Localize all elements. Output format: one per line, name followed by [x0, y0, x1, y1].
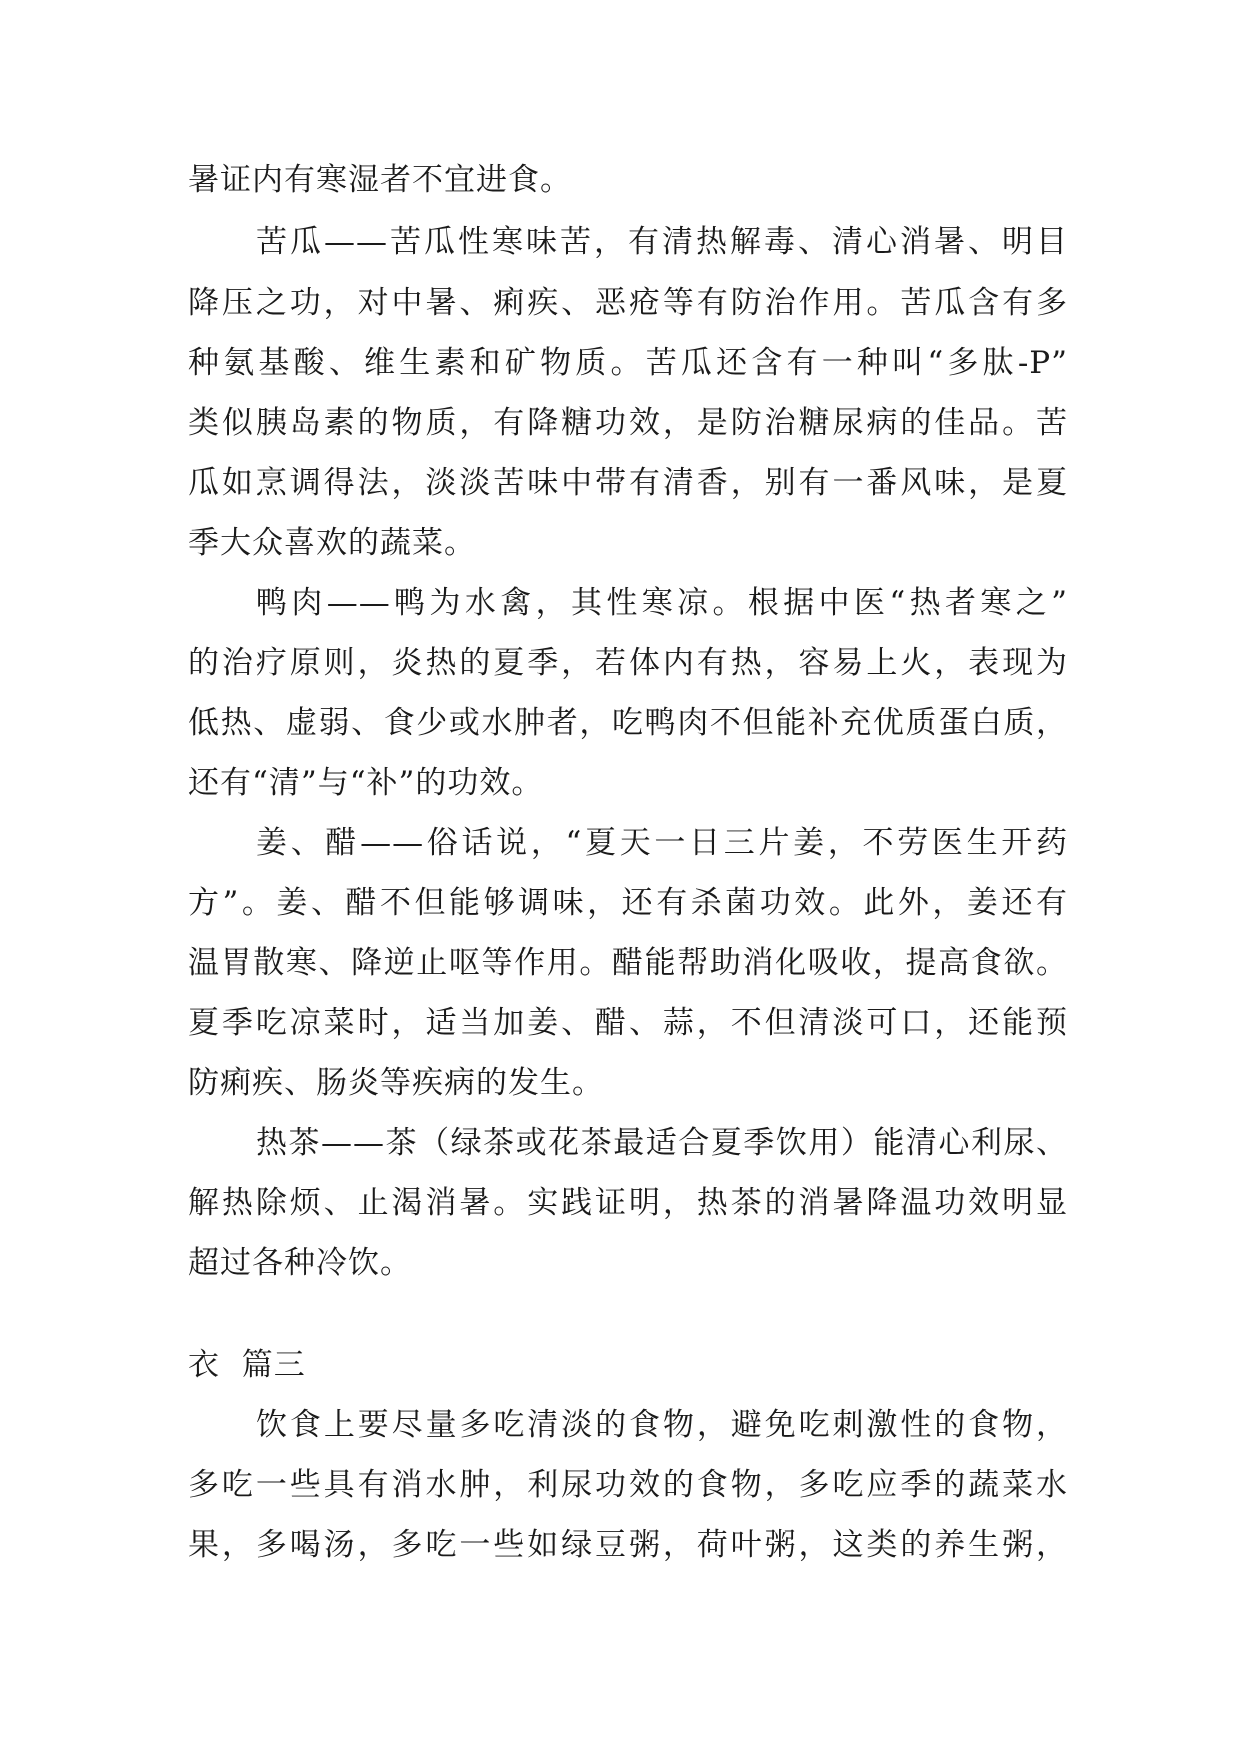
text-line: 方”。姜、醋不但能够调味，还有杀菌功效。此外，姜还有 [188, 885, 1068, 921]
text-line: 瓜如烹调得法，淡淡苦味中带有清香，别有一番风味，是夏 [188, 465, 1068, 501]
text-line: 防痢疾、肠炎等疾病的发生。 [188, 1065, 604, 1101]
text-line: 苦瓜——苦瓜性寒味苦，有清热解毒、清心消暑、明目 [256, 224, 1068, 260]
text-line: 季大众喜欢的蔬菜。 [188, 525, 476, 561]
text-line: 低热、虚弱、食少或水肿者，吃鸭肉不但能补充优质蛋白质， [188, 705, 1068, 741]
text-line: 姜、醋——俗话说，“夏天一日三片姜，不劳医生开药 [256, 825, 1068, 861]
text-line: 种氨基酸、维生素和矿物质。苦瓜还含有一种叫“多肽-P” [188, 345, 1068, 381]
text-line: 夏季吃凉菜时，适当加姜、醋、蒜，不但清淡可口，还能预 [188, 1005, 1068, 1041]
text-line: 暑证内有寒湿者不宜进食。 [188, 162, 572, 198]
text-line: 热茶——茶（绿茶或花茶最适合夏季饮用）能清心利尿、 [256, 1125, 1068, 1161]
text-line: 多吃一些具有消水肿，利尿功效的食物，多吃应季的蔬菜水 [188, 1467, 1068, 1503]
text-line: 超过各种冷饮。 [188, 1245, 412, 1281]
text-line: 的治疗原则，炎热的夏季，若体内有热，容易上火，表现为 [188, 645, 1068, 681]
text-line: 降压之功，对中暑、痢疾、恶疮等有防治作用。苦瓜含有多 [188, 285, 1068, 321]
text-line: 鸭肉——鸭为水禽，其性寒凉。根据中医“热者寒之” [256, 585, 1068, 621]
text-line: 温胃散寒、降逆止呕等作用。醋能帮助消化吸收，提高食欲。 [188, 945, 1068, 981]
text-line: 类似胰岛素的物质，有降糖功效，是防治糖尿病的佳品。苦 [188, 405, 1068, 441]
text-line: 还有“清”与“补”的功效。 [188, 765, 544, 801]
text-line: 解热除烦、止渴消暑。实践证明，热茶的消暑降温功效明显 [188, 1185, 1068, 1221]
text-line: 果，多喝汤，多吃一些如绿豆粥，荷叶粥，这类的养生粥， [188, 1527, 1068, 1563]
text-line: 饮食上要尽量多吃清淡的食物，避免吃刺激性的食物， [256, 1407, 1068, 1443]
section-heading: 衣 篇三 [188, 1347, 306, 1383]
